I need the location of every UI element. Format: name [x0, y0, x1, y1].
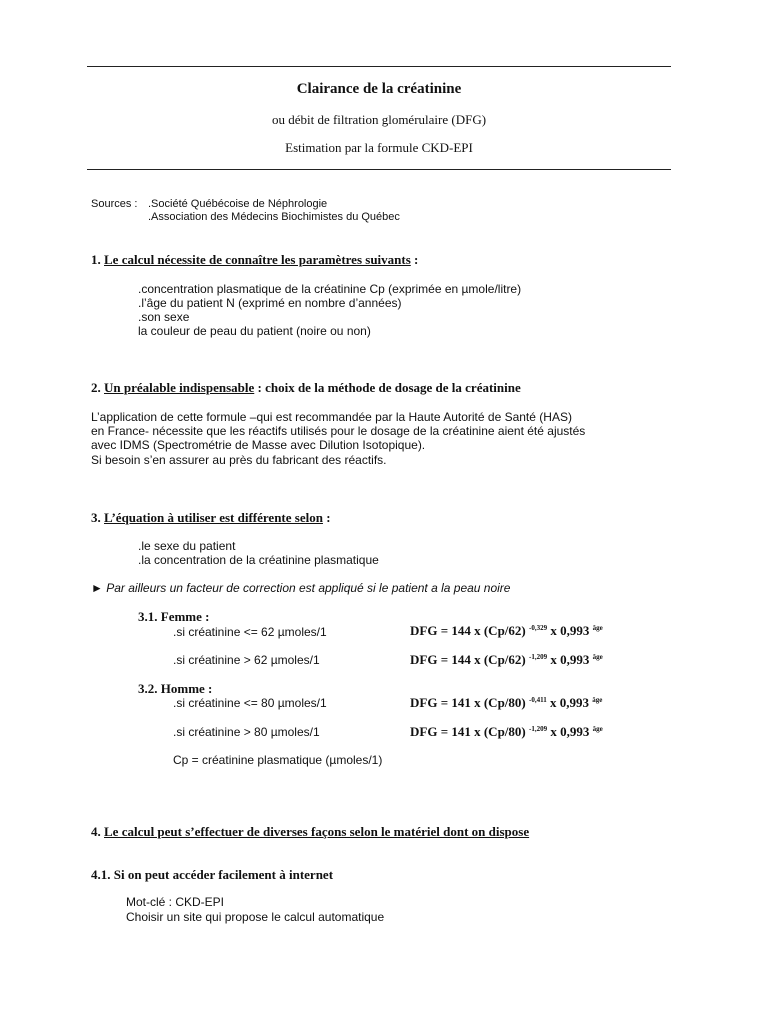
estimation-line: Estimation par la formule CKD-EPI	[285, 140, 473, 155]
section-3-item: .le sexe du patient	[138, 539, 236, 553]
formula-factor: x 0,993	[549, 695, 589, 710]
formula-factor: x 0,993	[550, 652, 590, 667]
section-4-heading	[91, 824, 529, 840]
homme-condition-2: .si créatinine > 80 µmoles/1	[173, 725, 320, 739]
section-2-heading	[91, 380, 521, 396]
section-4-1-heading: 4.1. Si on peut accéder facilement à internet	[91, 867, 334, 882]
section-2-title: Un préalable indispensable	[104, 380, 255, 395]
section-2-paragraph-line: en France- nécessite que les réactifs utilisés pour le dosage de la créatinine aient été ajustés	[91, 424, 586, 438]
page-subtitle: ou débit de filtration glomérulaire (DFG)	[271, 112, 487, 127]
femme-condition-1: .si créatinine <= 62 µmoles/1	[173, 625, 327, 639]
choose-site-line: Choisir un site qui propose le calcul automatique	[126, 910, 385, 924]
formula-exponent: -1,209	[529, 653, 548, 661]
section-2-title-rest: : choix de la méthode de dosage de la créatinine	[254, 380, 521, 395]
formula-exponent: -0,329	[529, 624, 548, 632]
femme-formula-1	[410, 623, 603, 639]
homme-heading-text: 3.2. Homme	[138, 681, 205, 696]
keyword-line: Mot-clé : CKD-EPI	[126, 895, 225, 909]
cp-definition: Cp = créatinine plasmatique (µmoles/1)	[173, 753, 383, 767]
homme-heading-colon: :	[204, 681, 213, 696]
formula-factor: x 0,993	[550, 623, 590, 638]
section-1-item: .l’âge du patient N (exprimé en nombre d’années)	[138, 296, 402, 310]
source-2: .Association des Médecins Biochimistes du Québec	[148, 211, 400, 223]
homme-formula-1	[410, 695, 602, 711]
header-bottom-rule	[87, 169, 671, 170]
formula-exponent: -1,209	[529, 725, 548, 733]
section-1-heading	[91, 252, 418, 268]
correction-note-text: Par ailleurs un facteur de correction est appliqué si le patient a la peau noire	[106, 581, 511, 595]
formula-factor: x 0,993	[550, 724, 590, 739]
section-2-paragraph-line: Si besoin s’en assurer au près du fabricant des réactifs.	[91, 453, 387, 467]
sources-label: Sources :	[91, 198, 138, 210]
section-2-paragraph-line: avec IDMS (Spectrométrie de Masse avec Dilution Isotopique).	[91, 438, 426, 452]
section-3-number: 3.	[91, 510, 101, 525]
formula-age-exponent: âge	[592, 725, 603, 733]
page-title: Clairance de la créatinine	[296, 81, 462, 97]
femme-formula-2	[410, 652, 603, 668]
formula-main: DFG = 141 x (Cp/80)	[410, 695, 526, 710]
section-3-heading	[91, 510, 331, 526]
section-1-item: .son sexe	[138, 310, 190, 324]
section-1-number: 1.	[91, 252, 101, 267]
top-rule	[87, 66, 671, 67]
section-1-colon: :	[410, 252, 419, 267]
source-1: .Société Québécoise de Néphrologie	[148, 198, 328, 210]
section-2-number: 2.	[91, 380, 101, 395]
homme-heading	[138, 681, 212, 697]
section-1-item: .concentration plasmatique de la créatinine Cp (exprimée en µmole/litre)	[138, 282, 522, 296]
formula-main: DFG = 144 x (Cp/62)	[410, 652, 526, 667]
section-4-title: Le calcul peut s’effectuer de diverses façons selon le matériel dont on dispose	[104, 824, 530, 839]
section-3-title: L’équation à utiliser est différente selon	[104, 510, 323, 525]
femme-condition-2: .si créatinine > 62 µmoles/1	[173, 653, 320, 667]
homme-formula-2	[410, 724, 603, 740]
section-2-paragraph-line: L’application de cette formule –qui est recommandée par la Haute Autorité de Santé (HAS)	[91, 410, 572, 424]
femme-heading	[138, 609, 209, 625]
femme-heading-text: 3.1. Femme	[138, 609, 202, 624]
formula-age-exponent: âge	[592, 653, 603, 661]
formula-age-exponent: âge	[592, 696, 603, 704]
formula-main: DFG = 141 x (Cp/80)	[410, 724, 526, 739]
homme-condition-1: .si créatinine <= 80 µmoles/1	[173, 696, 327, 710]
formula-age-exponent: âge	[592, 624, 603, 632]
section-1-title: Le calcul nécessite de connaître les paramètres suivants	[104, 252, 411, 267]
section-4-number: 4.	[91, 824, 101, 839]
formula-main: DFG = 144 x (Cp/62)	[410, 623, 526, 638]
section-3-item: .la concentration de la créatinine plasmatique	[138, 553, 379, 567]
section-1-item: la couleur de peau du patient (noire ou non)	[138, 324, 371, 338]
formula-exponent: -0,411	[529, 696, 547, 704]
femme-heading-colon: :	[201, 609, 210, 624]
section-3-colon: :	[322, 510, 331, 525]
correction-note	[91, 581, 510, 595]
arrow-icon: ►	[91, 581, 103, 595]
